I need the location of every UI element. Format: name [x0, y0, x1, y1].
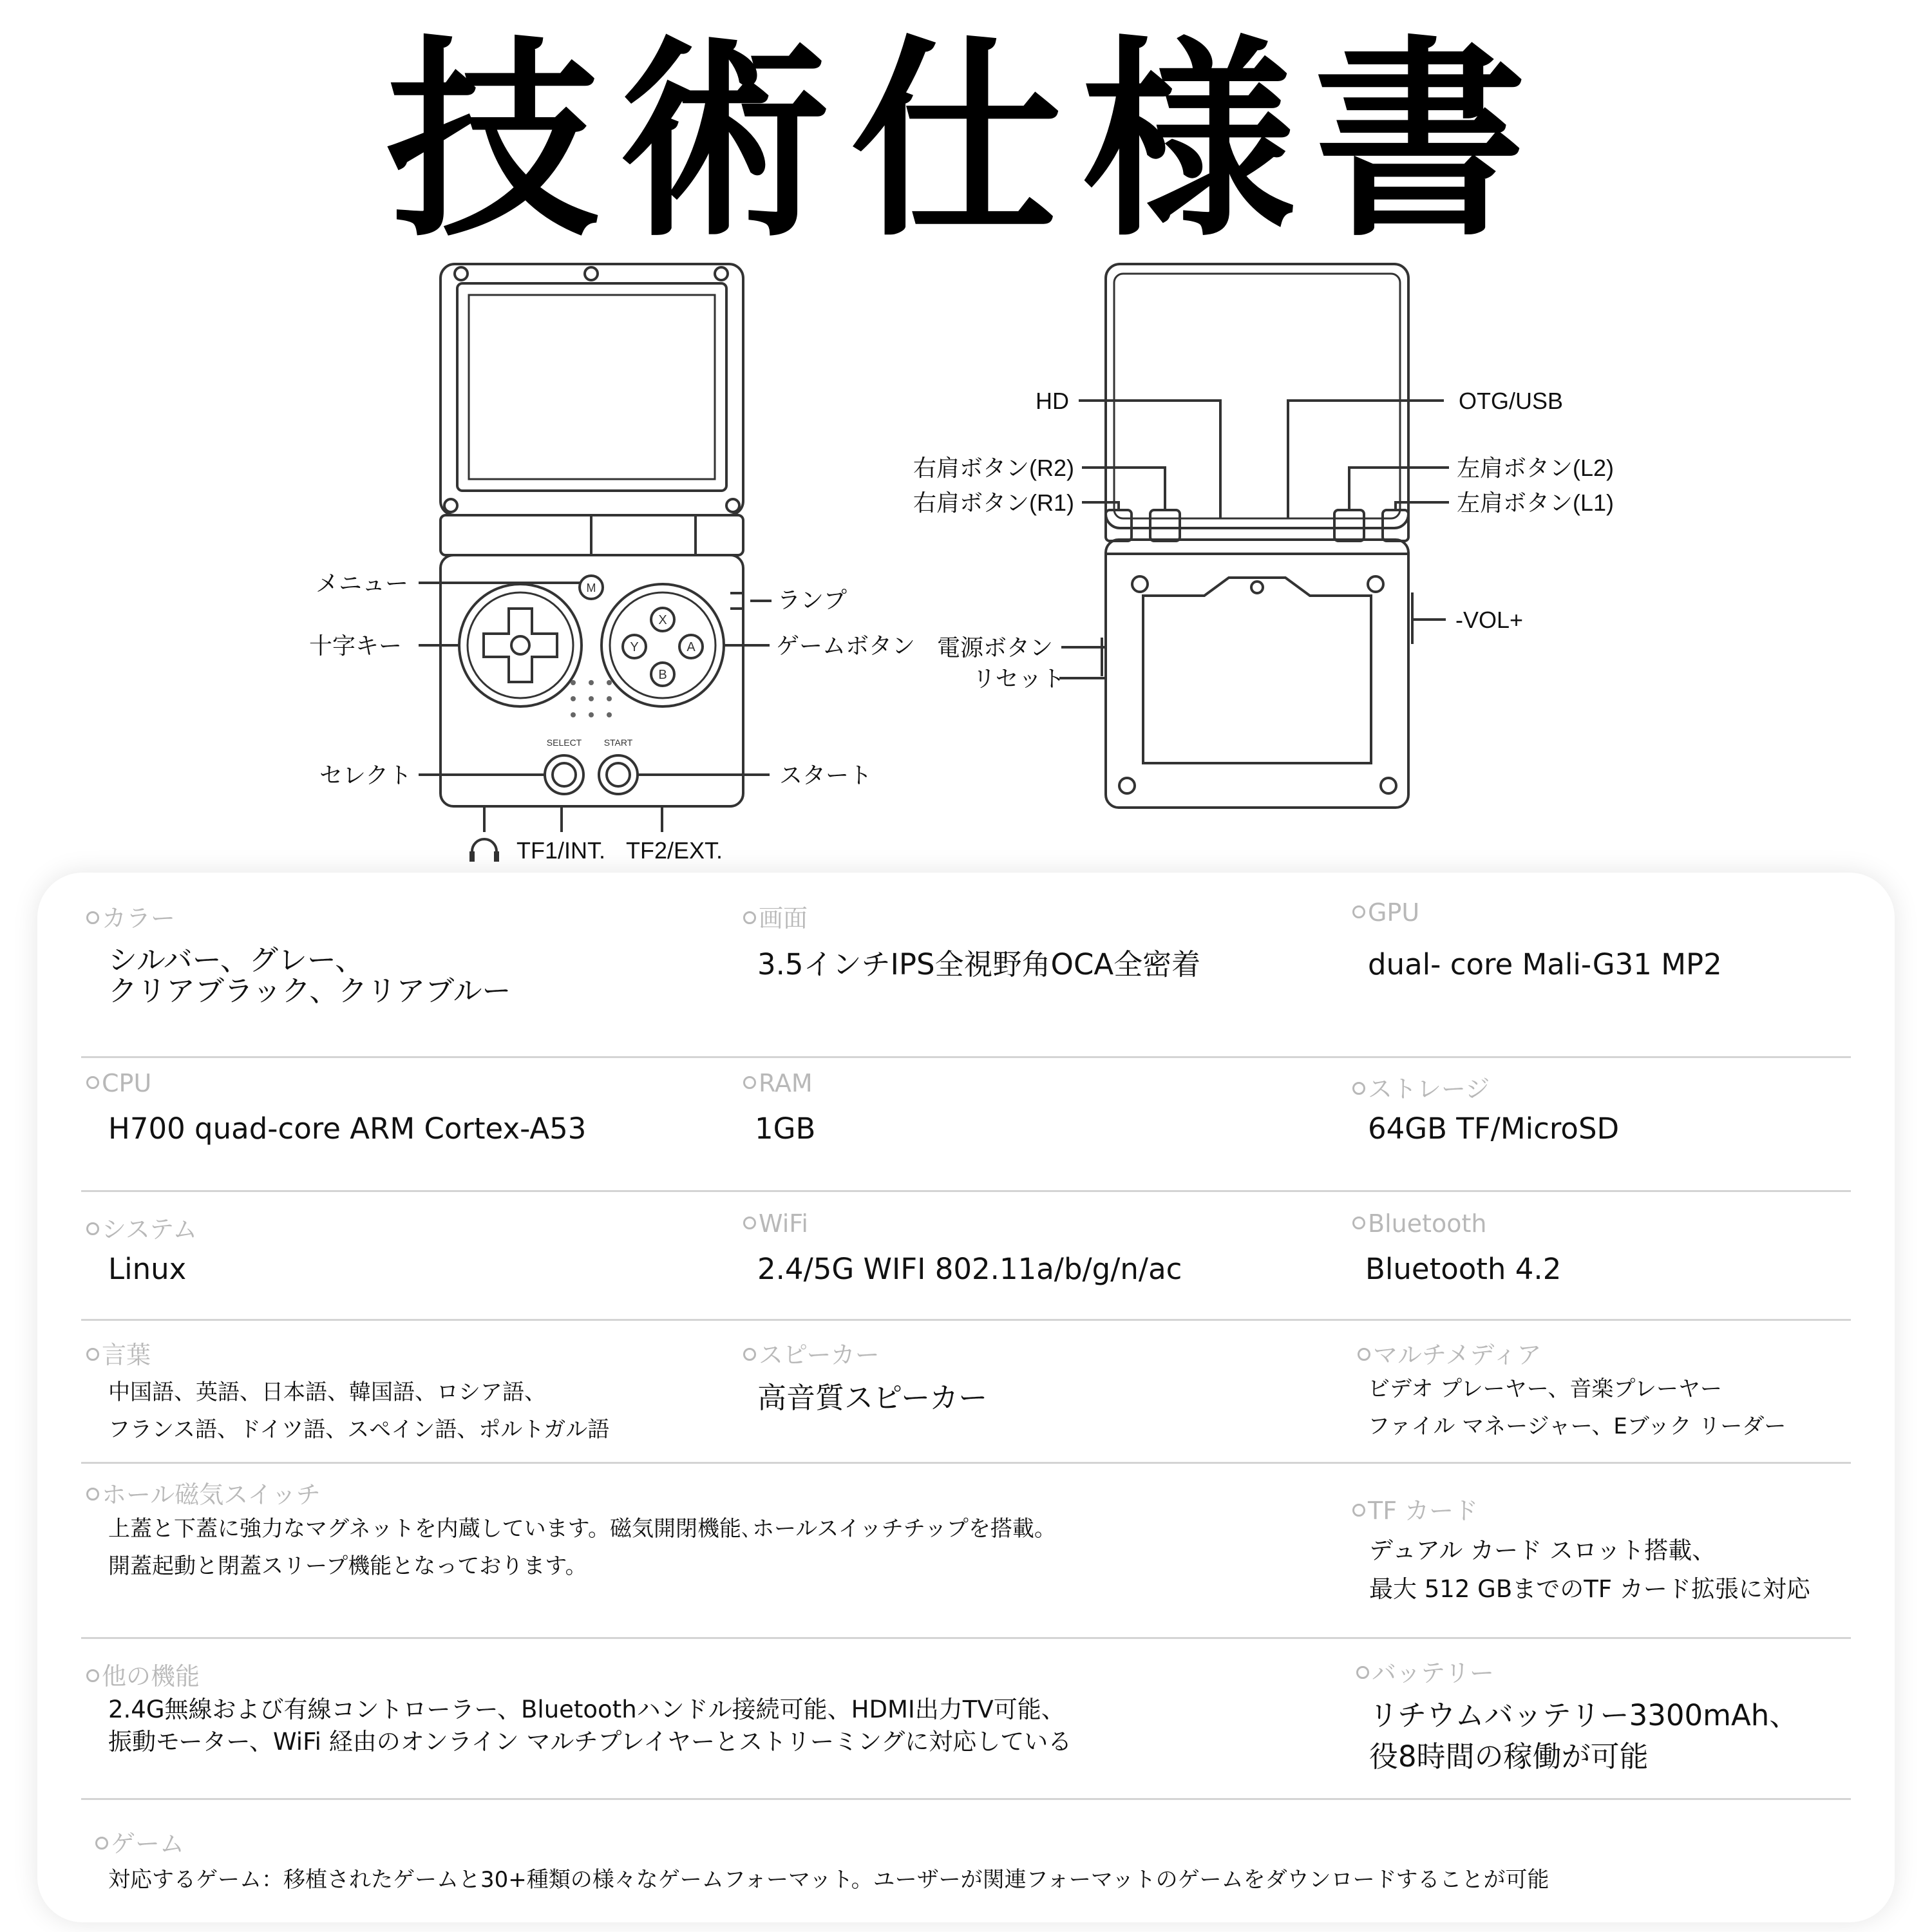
- page-title: 技術仕様書: [386, 18, 1546, 265]
- spec-row: [81, 1056, 1851, 1192]
- start-button: [599, 755, 638, 794]
- otg-label: OTG/USB: [1459, 388, 1564, 414]
- spec-label: スピーカー: [743, 1335, 880, 1370]
- headphone-icon: [472, 839, 497, 860]
- shoulder-l1: [1383, 510, 1408, 541]
- game-buttons-label: ゲームボタン: [776, 632, 916, 659]
- l1-label: 左肩ボタン(L1): [1457, 489, 1615, 516]
- spec-row: [81, 1190, 1851, 1321]
- lid-screw: [715, 267, 728, 280]
- spec-label: CPU: [86, 1069, 151, 1097]
- spec-value: 1GB: [755, 1112, 816, 1146]
- dpad-icon: [484, 609, 557, 682]
- button-a-label: A: [687, 640, 696, 654]
- l2-label: 左肩ボタン(L2): [1457, 455, 1615, 481]
- spec-label: 言葉: [86, 1335, 151, 1370]
- spec-label: ホール磁気スイッチ: [86, 1475, 321, 1510]
- tf2-label: TF2/EXT.: [626, 837, 723, 864]
- spec-row: [81, 1462, 1851, 1639]
- face-buttons-ring: [601, 584, 724, 706]
- tf1-label: TF1/INT.: [516, 837, 606, 864]
- spec-value: リチウムバッテリー3300mAh、 役8時間の稼働が可能: [1369, 1698, 1799, 1774]
- lid-screw: [455, 267, 468, 280]
- spec-value: 中国語、英語、日本語、韓国語、ロシア語、 フランス語、ドイツ語、スペイン語、ポルトガル語: [108, 1379, 610, 1443]
- spec-label: 画面: [743, 898, 808, 934]
- battery-cover: [1143, 578, 1371, 763]
- spec-row: [81, 1798, 1851, 1908]
- spec-label: RAM: [743, 1069, 813, 1097]
- shoulder-l2: [1334, 510, 1364, 541]
- start-small-label: START: [603, 737, 633, 748]
- dpad-label: 十字キー: [309, 632, 402, 659]
- spec-value: 3.5インチIPS全視野角OCA全密着: [757, 947, 1201, 981]
- lid-screw: [726, 499, 739, 512]
- back-screw: [1251, 582, 1263, 593]
- spec-label: システム: [86, 1209, 197, 1245]
- r2-label: 右肩ボタン(R2): [913, 455, 1074, 481]
- spec-value: 高音質スピーカー: [757, 1381, 988, 1415]
- back-screw: [1119, 778, 1135, 793]
- dpad-ring: [459, 584, 582, 706]
- device-diagram: [0, 245, 1932, 876]
- front-screen: [469, 295, 715, 479]
- spec-value: 64GB TF/MicroSD: [1368, 1112, 1620, 1146]
- back-screw: [1381, 778, 1396, 793]
- spec-value: 2.4G無線および有線コントローラー、Bluetoothハンドル接続可能、HDMI出力TV可能、 振動モーター、WiFi 経由のオンライン マルチプレイヤーとストリーミングに対応している: [108, 1696, 1072, 1756]
- select-label: セレクト: [319, 762, 412, 788]
- spec-label: カラー: [86, 898, 175, 934]
- back-view: [913, 264, 1614, 808]
- spec-value: H700 quad-core ARM Cortex-A53: [108, 1112, 587, 1146]
- shoulder-r2: [1150, 510, 1180, 541]
- spec-label: バッテリー: [1356, 1653, 1494, 1689]
- spec-label: WiFi: [743, 1209, 808, 1238]
- back-screw: [1368, 576, 1383, 592]
- vol-label: -VOL+: [1455, 607, 1524, 633]
- select-small-label: SELECT: [546, 737, 582, 748]
- spec-value: 上蓋と下蓋に強力なマグネットを内蔵しています。磁気開閉機能､ホールスイッチチップを搭載。 開蓋起動と閉蓋スリープ機能となっております。: [108, 1516, 1056, 1579]
- spec-value: デュアル カード スロット搭載、 最大 512 GBまでのTF カード拡張に対応: [1369, 1537, 1810, 1603]
- spec-value: dual- core Mali-G31 MP2: [1368, 947, 1722, 981]
- spec-label: マルチメディア: [1358, 1335, 1541, 1370]
- spec-label: TF カード: [1352, 1491, 1478, 1526]
- spec-value: ビデオ プレーヤー、音楽プレーヤー ファイル マネージャー、Eブック リーダー: [1368, 1376, 1786, 1439]
- back-body: [1106, 540, 1408, 808]
- button-b-label: B: [658, 668, 667, 682]
- select-button: [545, 755, 583, 794]
- spec-row: [81, 1319, 1851, 1464]
- spec-value: Bluetooth 4.2: [1365, 1252, 1562, 1286]
- spec-row: [81, 898, 1851, 1058]
- lamp-label: ランプ: [777, 587, 848, 613]
- spec-value: Linux: [108, 1252, 187, 1286]
- front-lid: [440, 264, 743, 515]
- spec-value: 2.4/5G WIFI 802.11a/b/g/n/ac: [757, 1252, 1182, 1286]
- power-label: 電源ボタン: [937, 634, 1054, 661]
- spec-label: GPU: [1352, 898, 1419, 927]
- shoulder-r1: [1106, 510, 1132, 541]
- spec-label: Bluetooth: [1352, 1209, 1486, 1238]
- lid-screw: [444, 499, 457, 512]
- front-screen-bezel: [457, 283, 726, 491]
- speaker-grille: [571, 680, 612, 717]
- start-label: スタート: [779, 762, 873, 788]
- menu-label: メニュー: [316, 570, 409, 596]
- spec-value: シルバー、グレー、 クリアブラック、クリアブルー: [108, 943, 511, 1008]
- spec-label: ストレージ: [1352, 1069, 1490, 1104]
- button-y-label: Y: [630, 640, 639, 654]
- reset-label: リセット: [972, 665, 1065, 692]
- lid-screw: [585, 267, 598, 280]
- spec-row: [81, 1637, 1851, 1800]
- spec-label: 他の機能: [86, 1656, 200, 1692]
- spec-card: [37, 873, 1895, 1922]
- back-lid: [1106, 264, 1408, 528]
- r1-label: 右肩ボタン(R1): [913, 489, 1074, 516]
- menu-button-label: M: [586, 582, 596, 594]
- back-screw: [1132, 576, 1148, 592]
- front-view: [309, 264, 915, 864]
- spec-label: ゲーム: [95, 1824, 184, 1859]
- hd-label: HD: [1036, 388, 1069, 414]
- button-x-label: X: [658, 613, 667, 627]
- spec-value: 対応するゲーム：移植されたゲームと30+種類の様々なゲームフォーマット。ユーザーが関連フォーマットのゲームをダウンロードすることが可能: [108, 1867, 1549, 1893]
